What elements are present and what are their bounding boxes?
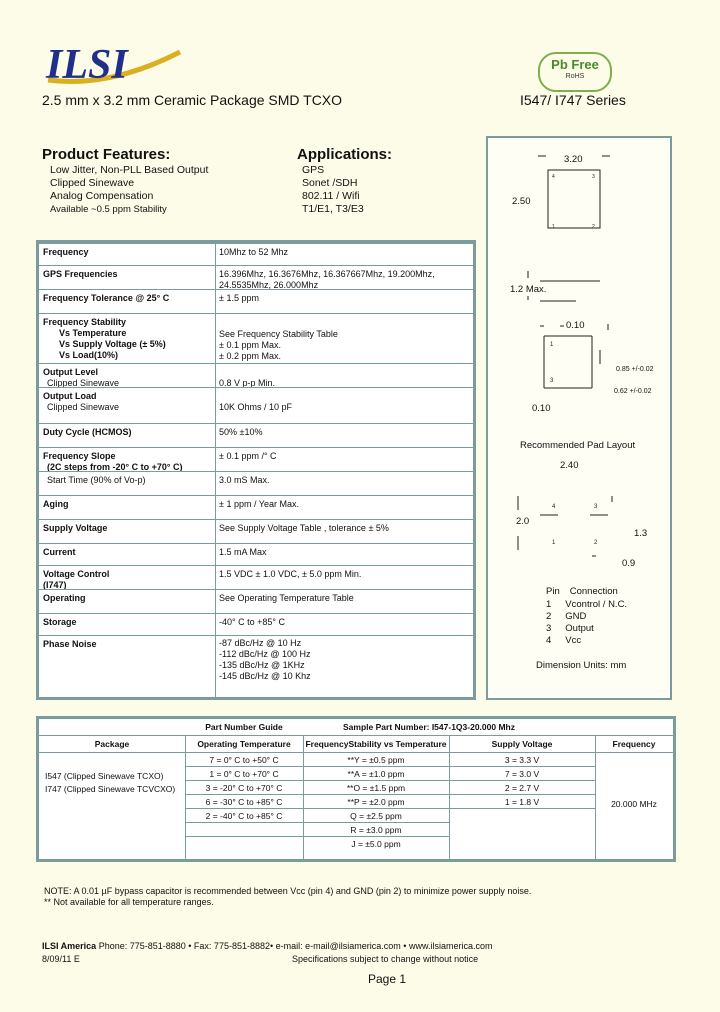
note-availability: ** Not available for all temperature ranges. (44, 897, 214, 907)
part-guide-title: Part Number Guide (205, 722, 283, 732)
svg-text:2: 2 (594, 540, 598, 546)
mechanical-diagram (486, 136, 672, 700)
pad-dim-2: 0.62 +/-0.02 (614, 388, 652, 395)
spec-row: Storage -40° C to +85° C (39, 613, 473, 636)
page-number: Page 1 (368, 972, 407, 986)
svg-text:1: 1 (550, 342, 554, 348)
stability-item: **A = ±1.0 ppm (347, 769, 405, 779)
svg-text:3: 3 (594, 504, 598, 510)
dim-height: 2.50 (512, 196, 531, 207)
temp-item: 7 = 0° C to +50° C (209, 755, 279, 765)
contact-info: Phone: 775-851-8880 • Fax: 775-851-8882• e-mail: e-mail@ilsiamerica.com • www.ilsiamerica.com (96, 941, 493, 951)
pad-layout-title: Recommended Pad Layout (520, 440, 636, 451)
header-stability: FrequencyStability vs Temperature (305, 739, 447, 749)
feature-item: Available ~0.5 ppm Stability (50, 204, 167, 215)
pad-size-1: 1.3 (634, 528, 648, 539)
applications-title: Applications: (297, 146, 393, 163)
svg-text:ILSI: ILSI (46, 42, 128, 88)
note-bypass: NOTE: A 0.01 µF bypass capacitor is recommended between Vcc (pin 4) and GND (pin 2) to minimize power supply noise. (44, 886, 532, 896)
part-number-guide (36, 716, 676, 862)
spec-row: GPS Frequencies 16.396Mhz, 16.3676Mhz, 16.367667Mhz, 19.200Mhz, 24.5535Mhz, 26.000Mhz (39, 265, 473, 290)
features-list (50, 164, 208, 216)
temp-item: 2 = -40° C to +85° C (205, 811, 283, 821)
spec-row: Start Time (90% of Vo-p) 3.0 mS Max. (39, 471, 473, 496)
stability-item: **P = ±2.0 ppm (347, 797, 405, 807)
series-title: I547/ I747 Series (520, 92, 626, 108)
spec-row: Frequency Tolerance @ 25° C ± 1.5 ppm (39, 289, 473, 314)
footer-contact (42, 941, 492, 951)
spec-row: Operating See Operating Temperature Table (39, 589, 473, 614)
temp-item: 6 = -30° C to +85° C (205, 797, 283, 807)
svg-text:1: 1 (552, 540, 556, 546)
feature-item: Low Jitter, Non-PLL Based Output (50, 164, 209, 176)
svg-text:4: 4 (552, 174, 555, 180)
spec-row: Phase Noise -87 dBc/Hz @ 10 Hz -112 dBc/Hz @ 100 Hz -135 dBc/Hz @ 1KHz -145 dBc/Hz @ 10 Khz (39, 635, 473, 698)
temp-item: 1 = 0° C to +70° C (209, 769, 279, 779)
spec-row: Aging ± 1 ppm / Year Max. (39, 495, 473, 520)
package-item: I547 (Clipped Sinewave TCXO) (45, 771, 164, 781)
spec-row: Voltage Control (I747) 1.5 VDC ± 1.0 VDC, ± 5.0 ppm Min. (39, 565, 473, 590)
svg-text:3: 3 (550, 378, 554, 384)
sample-part-number: Sample Part Number: I547-1Q3-20.000 Mhz (343, 722, 515, 732)
svg-text:1: 1 (552, 224, 555, 230)
voltage-item: 3 = 3.3 V (504, 755, 540, 765)
spec-row: Output Load Clipped Sinewave 10K Ohms / 10 pF (39, 387, 473, 424)
stability-item: **O = ±1.5 ppm (346, 783, 406, 793)
svg-text:4: 4 (552, 504, 556, 510)
voltage-item: 2 = 2.7 V (504, 783, 540, 793)
pad-dim-1: 0.85 +/-0.02 (616, 366, 654, 373)
stability-item: **Y = ±0.5 ppm (347, 755, 405, 765)
header-package: Package (94, 739, 130, 749)
feature-item: Analog Compensation (50, 190, 154, 202)
feature-item: Clipped Sinewave (50, 177, 135, 189)
pin-list: 1 Vcontrol / N.C. 2 GND 3 Output 4 Vcc (546, 599, 628, 646)
spec-row: Frequency Slope (2C steps from -20° C to +70° C) ± 0.1 ppm /° C (39, 447, 473, 472)
spec-row: Current 1.5 mA Max (39, 543, 473, 566)
application-item: Sonet /SDH (302, 177, 358, 189)
pad-gap-2: 0.10 (532, 403, 551, 414)
application-item: 802.11 / Wifi (302, 190, 360, 202)
company-name: ILSI America (42, 941, 97, 951)
ilsi-logo (40, 40, 190, 90)
frequency-value: 20.000 MHz (611, 799, 657, 809)
header-operating-temperature: Operating Temperature (197, 739, 291, 749)
svg-text:2: 2 (592, 224, 595, 230)
temp-item: 3 = -20° C to +70° C (205, 783, 283, 793)
dimension-units: Dimension Units: mm (536, 660, 627, 671)
rohs-label: RoHS (565, 73, 585, 80)
application-item: GPS (302, 164, 325, 176)
spec-row: Frequency Stability Vs Temperature Vs Supply Voltage (± 5%) Vs Load(10%) See Frequency Stability Table ± 0.1 ppm Max. ± 0.2 ppm Max. (39, 313, 473, 364)
pad-height: 2.0 (516, 516, 530, 527)
stability-item: R = ±3.0 ppm (350, 825, 402, 835)
spec-table (36, 240, 476, 700)
disclaimer: Specifications subject to change without notice (292, 954, 479, 964)
header-supply-voltage: Supply Voltage (491, 739, 553, 749)
dim-thickness: 1.2 Max. (510, 284, 547, 295)
spec-row: Frequency 10Mhz to 52 Mhz (39, 243, 473, 266)
spec-row: Duty Cycle (HCMOS) 50% ±10% (39, 423, 473, 448)
pad-width: 2.40 (560, 460, 579, 471)
spec-row: Output Level Clipped Sinewave 0.8 V p-p Min. (39, 363, 473, 388)
features-title: Product Features: (42, 146, 171, 163)
pb-free-label: Pb Free (551, 57, 599, 72)
applications-list (302, 164, 364, 216)
revision-date: 8/09/11 E (42, 954, 80, 964)
voltage-item: 7 = 3.0 V (504, 769, 540, 779)
product-subtitle: 2.5 mm x 3.2 mm Ceramic Package SMD TCXO (42, 92, 343, 108)
stability-item: Q = ±2.5 ppm (350, 811, 402, 821)
pad-size-2: 0.9 (622, 558, 636, 569)
voltage-item: 1 = 1.8 V (504, 797, 540, 807)
notes (44, 886, 531, 908)
package-item: I747 (Clipped Sinewave TCVCXO) (45, 784, 176, 794)
pad-gap: 0.10 (566, 320, 585, 331)
header-frequency: Frequency (612, 739, 656, 749)
svg-text:3: 3 (592, 174, 595, 180)
stability-item: J = ±5.0 ppm (351, 839, 401, 849)
spec-row: Supply Voltage See Supply Voltage Table , tolerance ± 5% (39, 519, 473, 544)
pb-free-badge (538, 52, 612, 92)
application-item: T1/E1, T3/E3 (302, 203, 364, 215)
dim-width: 3.20 (564, 154, 583, 165)
pin-header: Pin Connection (546, 586, 618, 597)
